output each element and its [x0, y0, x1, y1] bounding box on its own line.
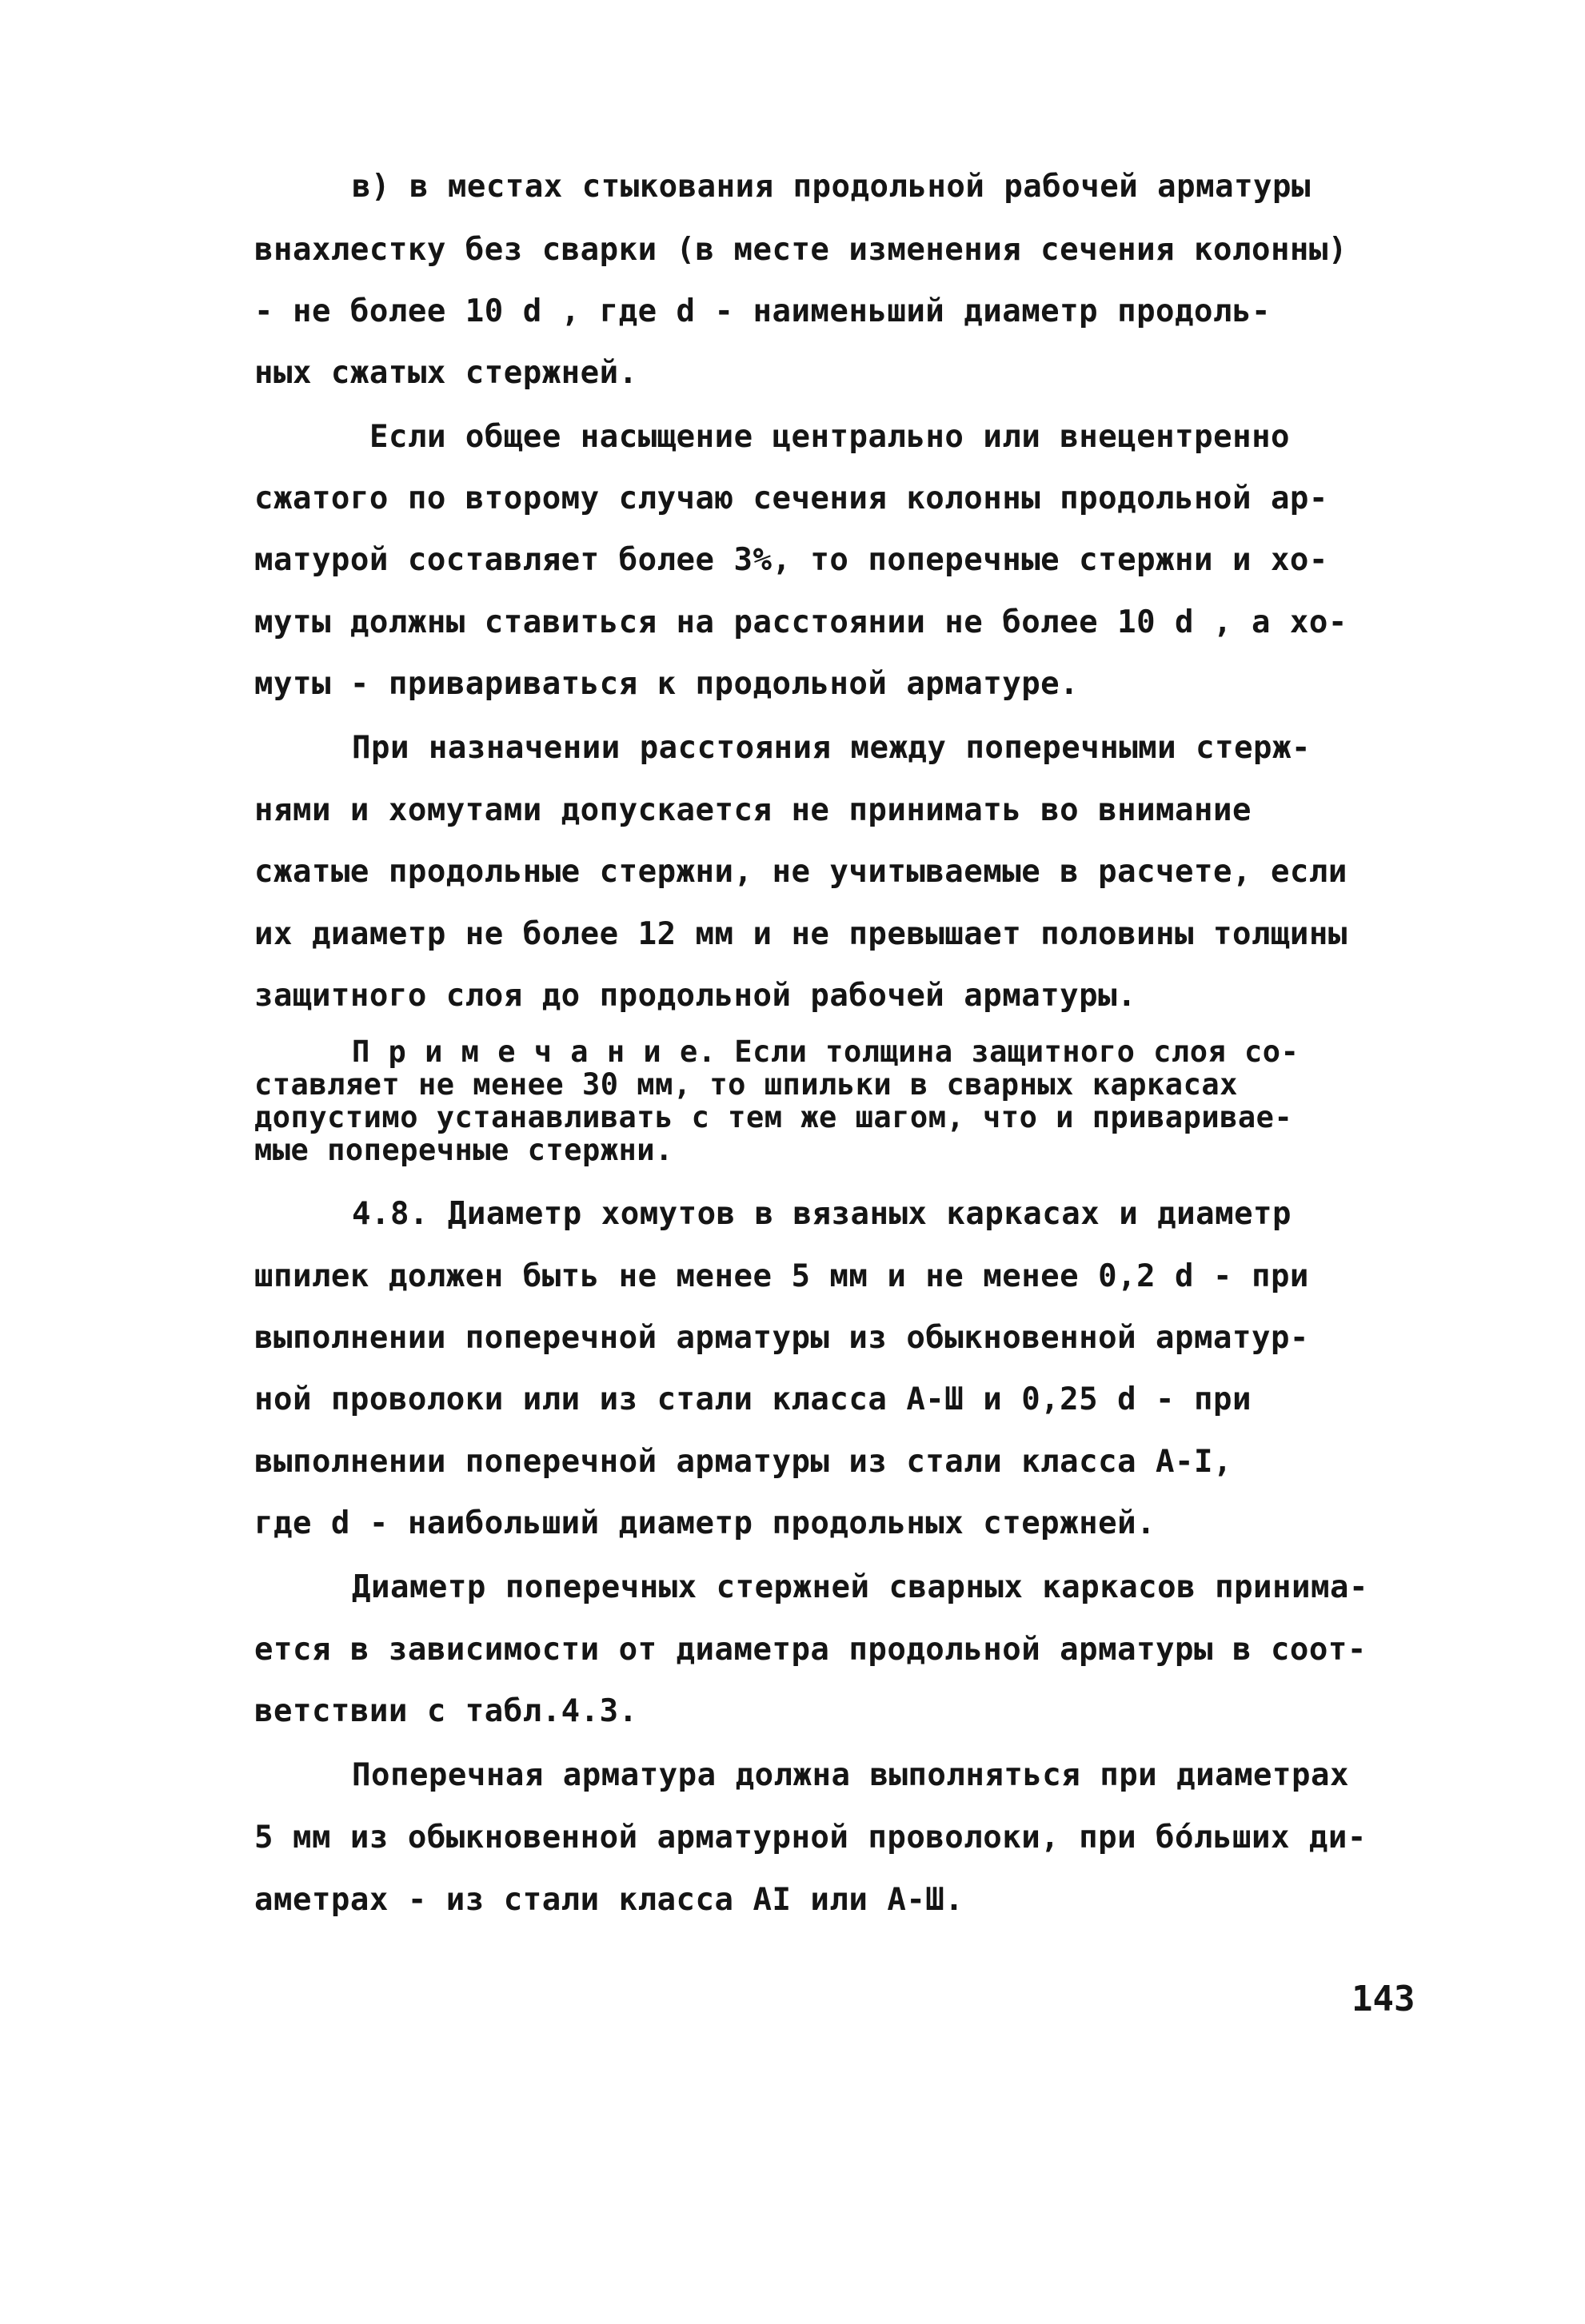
text-line: ветствии с табл.4.3.	[254, 1693, 638, 1729]
text-line: допустимо устанавливать с тем же шагом, что и привариваe-	[254, 1100, 1293, 1134]
text-line: выполнении поперечной арматуры из обыкновенной арматур-	[254, 1320, 1309, 1356]
text-line: сжатые продольные стержни, не учитываемые в расчете, если	[254, 854, 1347, 890]
text-line: нями и хомутами допускается не принимать во внимание	[254, 792, 1252, 828]
text-line: внахлестку без сварки (в месте изменения сечения колонны)	[254, 232, 1347, 268]
text-line: в) в местах стыкования продольной рабочей арматуры	[352, 169, 1311, 205]
text-line: муты - привариваться к продольной арматуре.	[254, 666, 1080, 702]
text-line: аметрах - из стали класса АI или А-Ш.	[254, 1882, 964, 1918]
text-line: где d - наибольший диаметр продольных стержней.	[254, 1505, 1156, 1541]
text-line: муты должны ставиться на расстоянии не более 10 d , а хо-	[254, 604, 1347, 640]
text-line: Поперечная арматура должна выполняться при диаметрах	[352, 1757, 1349, 1793]
text-line: мые поперечные стержни.	[254, 1133, 673, 1167]
text-line: 5 мм из обыкновенной арматурной проволоки, при бо́льших ди-	[254, 1820, 1367, 1856]
text-line: П р и м е ч а н и е. Если толщина защитного слоя со-	[352, 1034, 1300, 1069]
text-line: ных сжатых стержней.	[254, 355, 638, 391]
text-line: их диаметр не более 12 мм и не превышает половины толщины	[254, 916, 1347, 952]
text-line: При назначении расстояния между поперечными стерж-	[352, 730, 1311, 766]
text-line: сжатого по второму случаю сечения колонны продольной ар-	[254, 480, 1328, 516]
text-line: выполнении поперечной арматуры из стали класса А-I,	[254, 1444, 1232, 1480]
text-line: 4.8. Диаметр хомутов в вязаных каркасах и диаметр	[352, 1196, 1292, 1232]
text-line: ставляет не менее 30 мм, то шпильки в сварных каркасах	[254, 1067, 1238, 1102]
page-number: 143	[1351, 1979, 1415, 2019]
text-line: матурой составляет более 3%, то поперечные стержни и хо-	[254, 542, 1328, 578]
text-line: Диаметр поперечных стержней сварных каркасов принима-	[352, 1569, 1368, 1605]
text-line: ной проволоки или из стали класса А-Ш и 0,25 d - при	[254, 1381, 1252, 1417]
text-line: шпилек должен быть не менее 5 мм и не менее 0,2 d - при	[254, 1258, 1309, 1294]
text-line: защитного слоя до продольной рабочей арматуры.	[254, 978, 1137, 1014]
text-line: - не более 10 d , где d - наименьший диаметр продоль-	[254, 293, 1271, 329]
text-line: Если общее насыщение центрально или внецентренно	[369, 419, 1291, 455]
text-line: ется в зависимости от диаметра продольной арматуры в соот-	[254, 1632, 1367, 1668]
